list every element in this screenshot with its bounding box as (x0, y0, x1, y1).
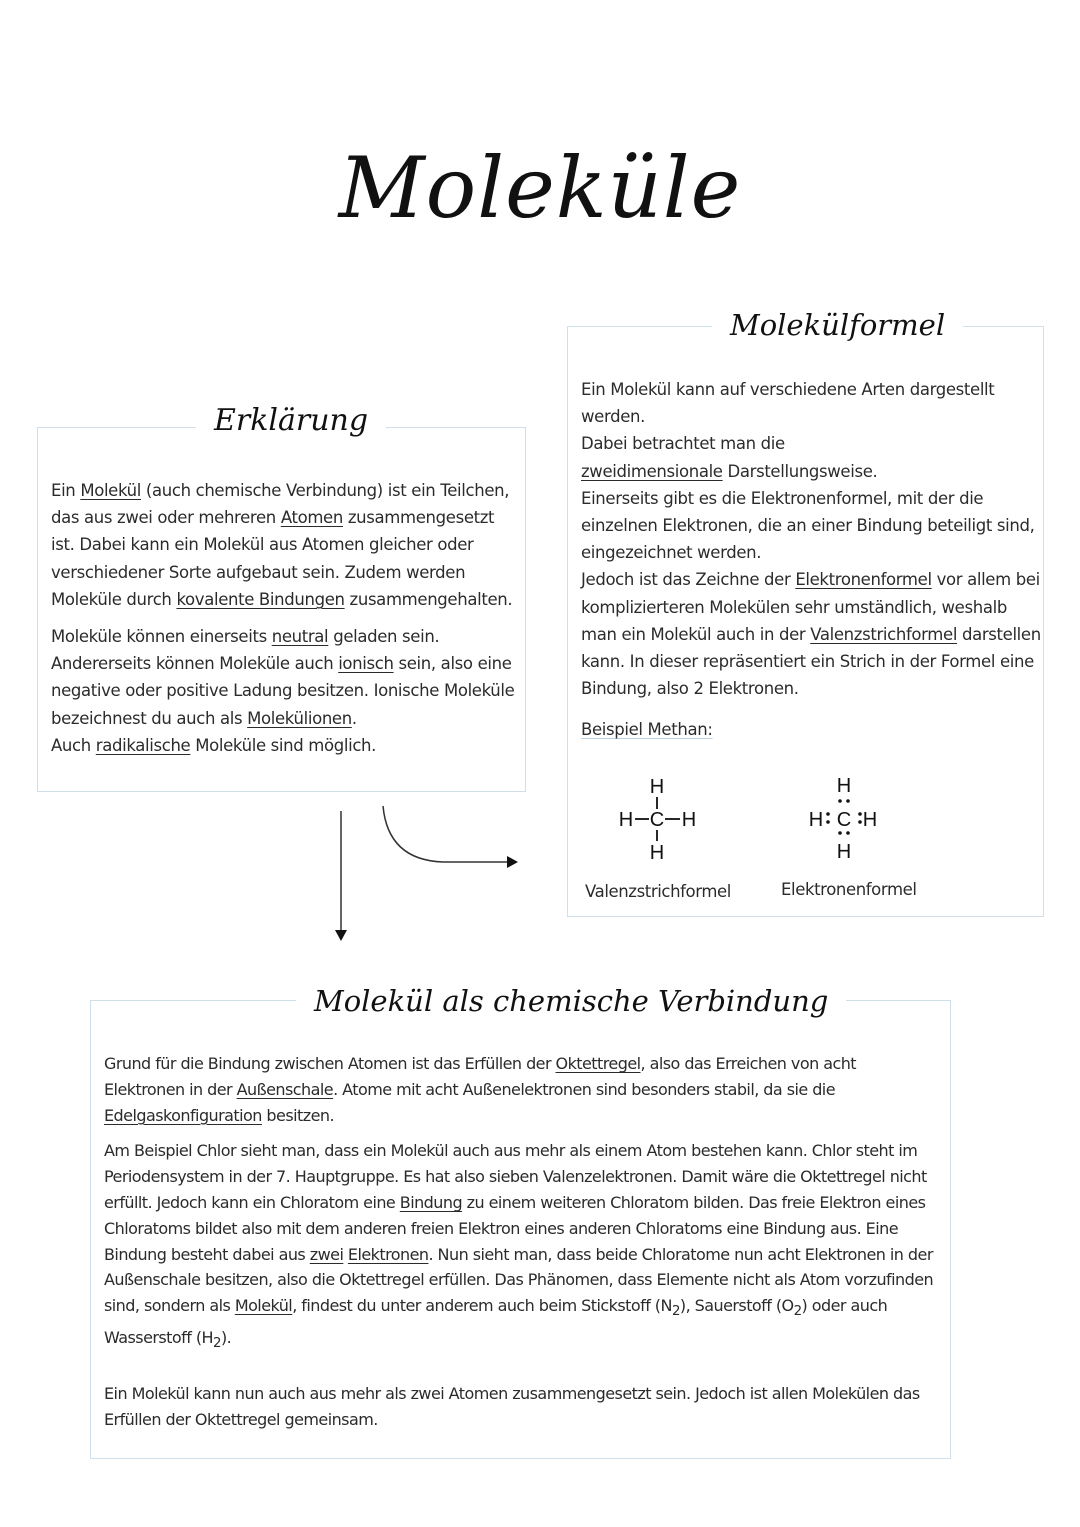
subscript: 2 (671, 1304, 680, 1320)
term-radikalische: radikalische (95, 735, 191, 755)
term-kovalente-bindungen: kovalente Bindungen (176, 589, 345, 609)
erklaerung-paragraph-1 (51, 477, 521, 613)
text: . (351, 708, 357, 728)
term-valenzstrichformel: Valenzstrichformel (810, 624, 958, 644)
term-oktettregel: Oktettregel (555, 1054, 641, 1073)
text: . Nun sieht man, dass beide Chloratome nun acht Elektronen in der Außenschale besitzen, also die Oktettregel erfüllen. Das Phänomen, dass Elemente nicht als Atom vorzufinden sind, sondern als (104, 1244, 934, 1316)
formel-line-1: Ein Molekül kann auf verschiedene Arten dargestellt werden. (581, 380, 995, 427)
text: ). (220, 1328, 232, 1348)
term-bindung: Bindung (399, 1192, 463, 1212)
atom-h-top: H (836, 775, 852, 797)
text: Andererseits können Moleküle auch (51, 654, 339, 674)
verbindung-paragraph-3: Ein Molekül kann nun auch aus mehr als zwei Atomen zusammengesetzt sein. Jedoch ist allen Molekülen das Erfüllen der Oktettregel gemeinsam. (104, 1384, 920, 1429)
formel-line-2 (581, 430, 931, 484)
text: , also das Erreichen von acht Elektronen in der (104, 1054, 857, 1099)
text: zusammengehalten. (344, 589, 513, 609)
text: (auch chemische Verbindung) ist ein Teilchen, das aus zwei oder mehreren (51, 481, 510, 528)
text: sein, also eine negative oder positive Ladung besitzen. Ionische Moleküle bezeichnest du auch als (51, 654, 515, 728)
term-aussenschale: Außenschale (236, 1079, 334, 1099)
verbindung-paragraph-2 (104, 1138, 944, 1357)
text: Auch (51, 735, 96, 755)
text: Grund für die Bindung zwischen Atomen ist das Erfüllen der (104, 1054, 556, 1073)
example-label (581, 716, 1041, 743)
text: zusammengesetzt ist. Dabei kann ein Molekül aus Atomen gleicher oder verschiedener Sorte aufgebaut sein. Zudem werden Moleküle durch (51, 508, 495, 609)
molekuelformel-heading: Molekülformel (712, 300, 963, 350)
atom-h-top: H (649, 776, 665, 798)
molekuelformel-body (581, 376, 1041, 744)
text: . Atome mit acht Außenelektronen sind besonders stabil, da sie die (333, 1079, 835, 1099)
text: Am Beispiel Chlor sieht man, dass ein Molekül auch aus mehr als einem Atom bestehen kann. Chlor steht im Periodensystem in der 7. Hauptgruppe. Es hat also sieben Valenzelektronen. Damit wäre die Oktettregel nicht erfüllt. Jedoch kann ein Chloratom eine (104, 1141, 927, 1212)
text: Dabei betrachtet man die (581, 434, 785, 454)
formel-line-4 (581, 566, 1041, 702)
verbindung-heading: Molekül als chemische Verbindung (296, 976, 846, 1026)
atom-h-right: H (681, 809, 697, 831)
atom-h-bottom: H (649, 842, 665, 864)
text: , findest du unter anderem auch beim Stickstoff (N (292, 1296, 672, 1316)
erklaerung-heading: Erklärung (196, 398, 386, 444)
flow-arrows (335, 806, 518, 941)
text: zu einem weiteren Chloratom bilden. Das freie Elektron eines Chloratoms bildet also mit dem anderen freien Elektron eines anderen Chloratoms eine Bindung aus. Eine Bindung besteht dabei aus (104, 1192, 926, 1264)
page-title: Moleküle (338, 139, 742, 237)
term-elektronenformel: Elektronenformel (795, 570, 932, 590)
atom-h-right: H (862, 809, 878, 831)
text: Ein (51, 481, 81, 500)
text: ) oder auch Wasserstoff (H (104, 1296, 888, 1348)
text: Beispiel Methan: (581, 720, 713, 740)
term-zweidimensionale: zweidimensionale (581, 461, 723, 481)
term-molekuel-2: Molekül (234, 1296, 293, 1316)
text: besitzen. (261, 1105, 335, 1125)
subscript: 2 (793, 1304, 802, 1320)
term-molekuelionen: Molekülionen (247, 708, 352, 728)
verbindung-paragraph-1 (104, 1051, 904, 1128)
text: vor allem bei komplizierteren Molekülen sehr umständlich, weshalb man ein Molekül auch in der (581, 570, 1040, 644)
atom-c: C (649, 809, 665, 831)
term-edelgaskonfiguration: Edelgaskonfiguration (104, 1105, 262, 1125)
text: Jedoch ist das Zeichne der (581, 570, 796, 590)
text: geladen sein. (328, 627, 440, 647)
verbindung-body (104, 1051, 944, 1433)
term-molekuel: Molekül (80, 481, 142, 500)
term-neutral: neutral (271, 627, 329, 647)
text: Darstellungsweise. (722, 461, 878, 481)
erklaerung-paragraph-2 (51, 623, 521, 759)
arrow-curve-line (383, 806, 508, 862)
term-zwei: zwei (309, 1244, 344, 1264)
caption-elektronenformel: Elektronenformel (781, 880, 917, 899)
term-ionisch: ionisch (338, 654, 394, 674)
text: Moleküle können einerseits (51, 627, 272, 647)
atom-h-left: H (808, 809, 824, 831)
text: darstellen kann. In dieser repräsentiert ein Strich in der Formel eine Bindung, also 2 Elektronen. (581, 624, 1041, 699)
arrow-right-head-icon (507, 856, 518, 868)
arrow-down-head-icon (335, 930, 347, 941)
erklaerung-body (51, 477, 521, 759)
term-elektronen: Elektronen (347, 1244, 429, 1264)
atom-h-left: H (618, 809, 634, 831)
subscript: 2 (213, 1336, 221, 1352)
caption-valenzstrichformel: Valenzstrichformel (585, 882, 731, 901)
formel-line-3: Einerseits gibt es die Elektronenformel, mit der die einzelnen Elektronen, die an einer Bindung beteiligt sind, eingezeichnet werden. (581, 488, 1035, 563)
text: Moleküle sind möglich. (190, 735, 377, 755)
atom-h-bottom: H (836, 841, 852, 863)
text: ), Sauerstoff (O (679, 1296, 794, 1316)
atom-c: C (836, 809, 852, 831)
term-atomen: Atomen (280, 508, 343, 528)
